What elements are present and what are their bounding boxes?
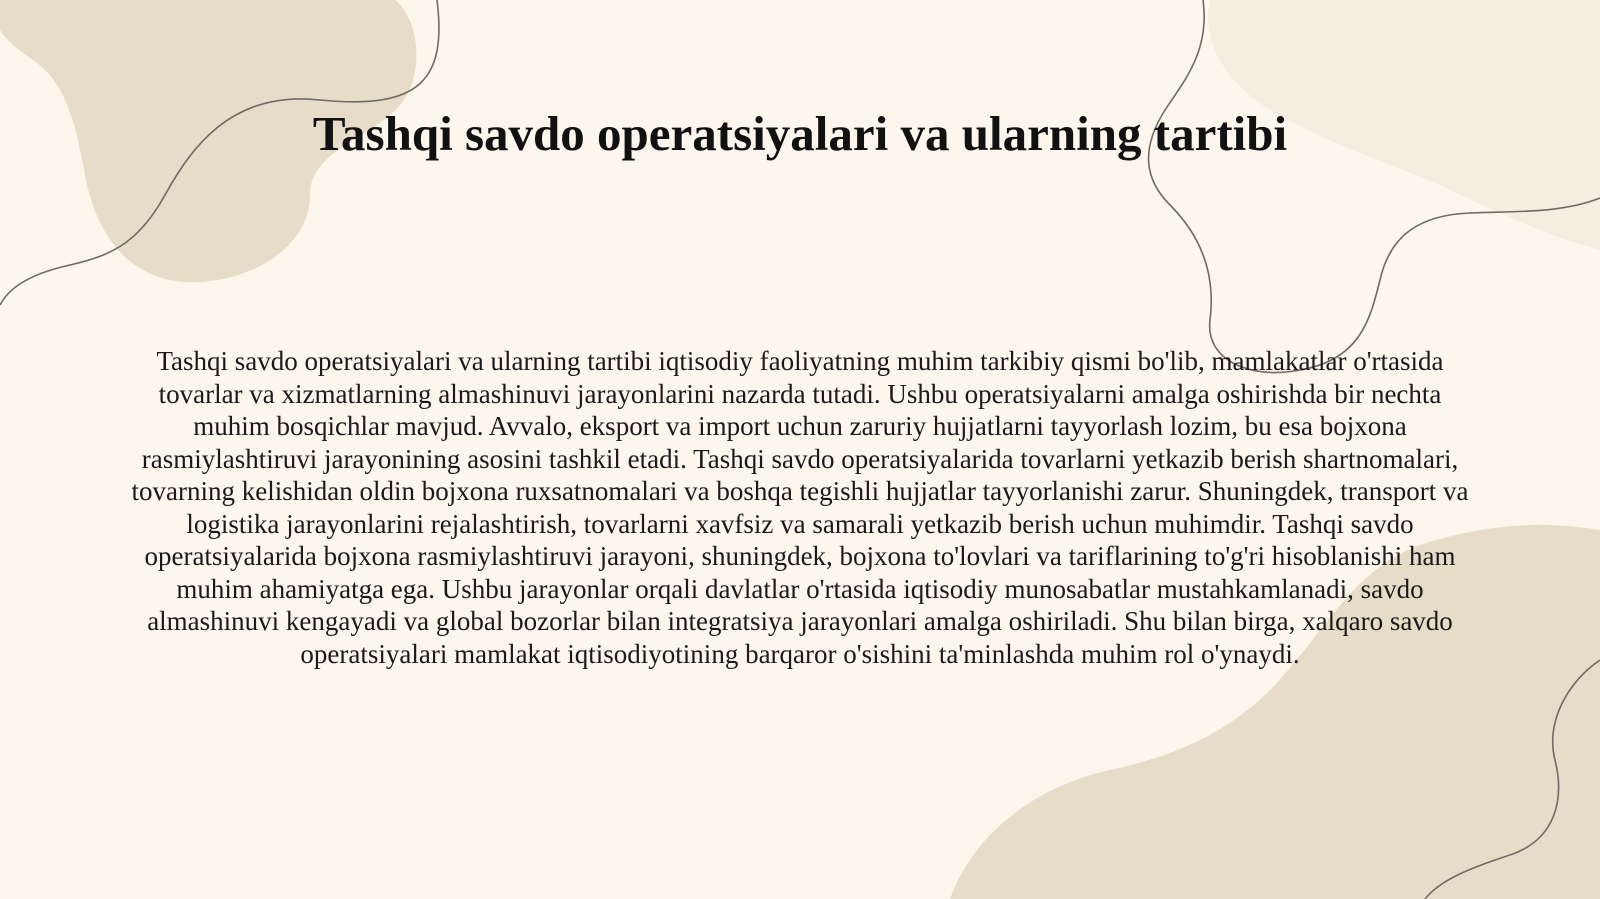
slide-title: Tashqi savdo operatsiyalari va ularning tartibi (312, 106, 1288, 161)
slide-body-text: Tashqi savdo operatsiyalari va ularning tartibi iqtisodiy faoliyatning muhim tarkibiy qismi bo'lib, mamlakatlar o'rtasida tovarlar va xizmatlarning almashinuvi jarayonlarini nazarda tutadi. Ushbu operatsiyalarni amalga oshirishda bir nechta muhim bosqichlar mavjud. Avvalo, eksport va import uchun zaruriy hujjatlarni tayyorlash lozim, bu esa bojxona rasmiylashtiruvi jarayonining asosini tashkil etadi. Tashqi savdo operatsiyalarida tovarlarni yetkazib berish shartnomalari, tovarning kelishidan oldin bojxona ruxsatnomalari va boshqa tegishli hujjatlar tayyorlanishi zarur. Shuningdek, transport va logistika jarayonlarini rejalashtirish, tovarlarni xavfsiz va samarali yetkazib berish uchun muhimdir. Tashqi savdo operatsiyalarida bojxona rasmiylashtiruvi jarayoni, shuningdek, bojxona to'lovlari va tariflarining to'g'ri hisoblanishi ham muhim ahamiyatga ega. Ushbu jarayonlar orqali davlatlar o'rtasida iqtisodiy munosabatlar mustahkamlanadi, savdo almashinuvi kengayadi va global bozorlar bilan integratsiya jarayonlari amalga oshiriladi. Shu bilan birga, xalqaro savdo operatsiyalari mamlakat iqtisodiyotining barqaror o'sishini ta'minlashda muhim rol o'ynaydi. (131, 346, 1469, 669)
